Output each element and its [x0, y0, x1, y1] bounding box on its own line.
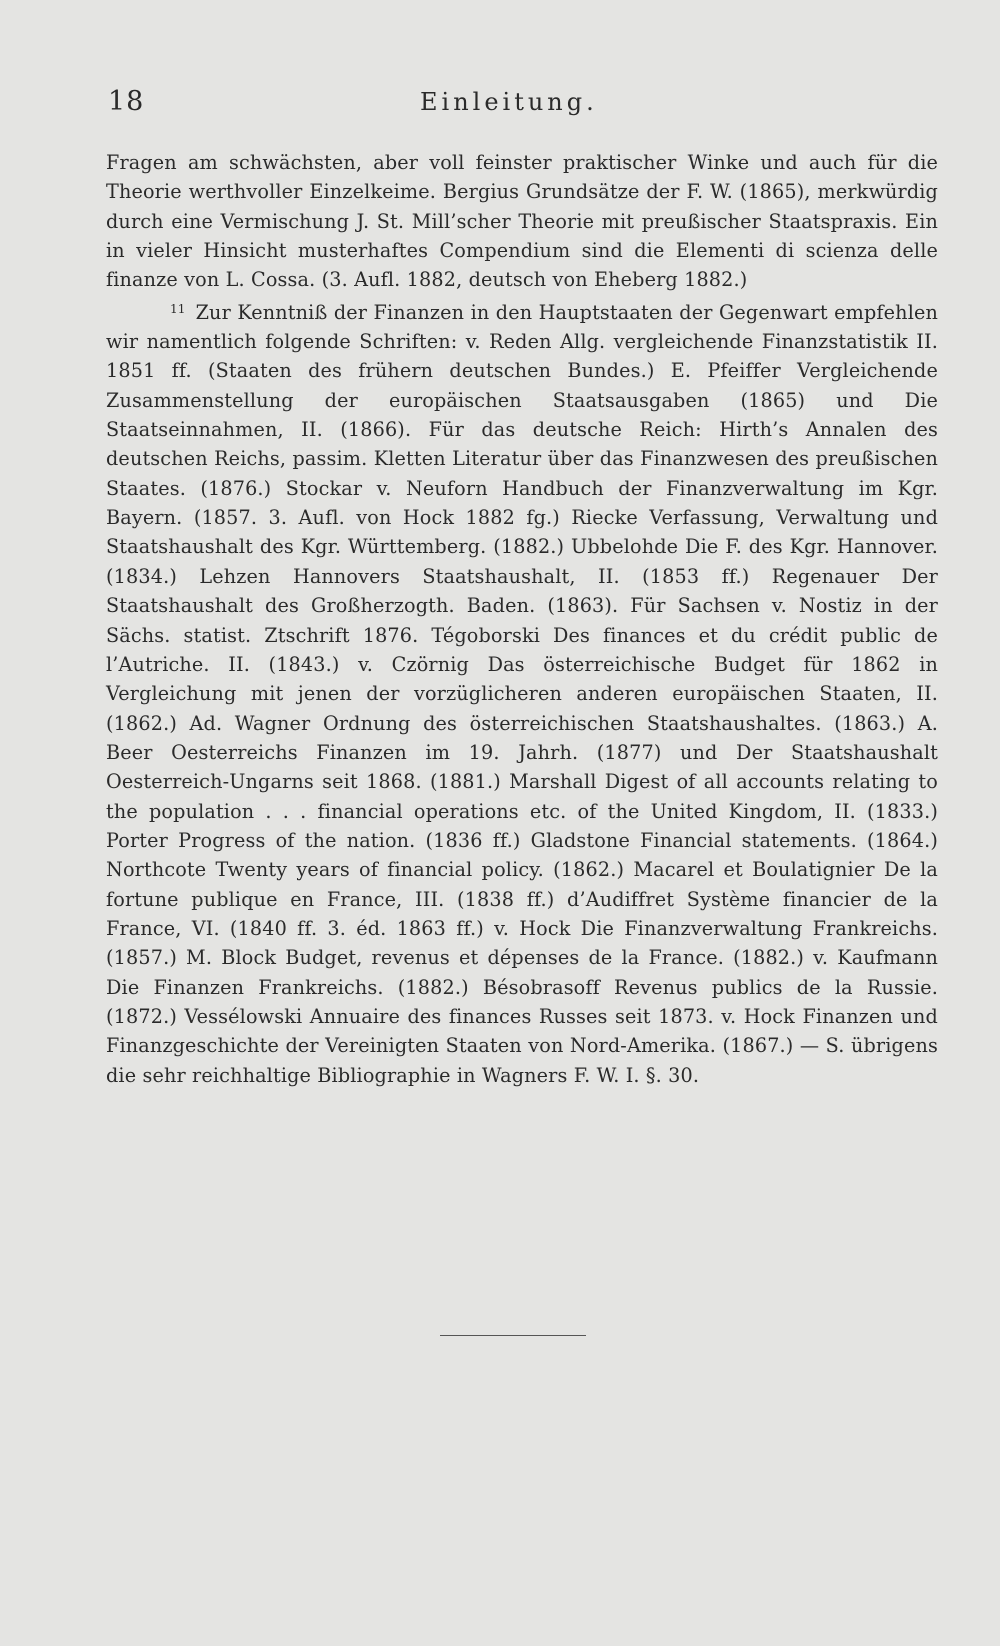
running-head: Einleitung. [420, 88, 598, 116]
footnote-paragraph [106, 295, 938, 1090]
footnote-text: Zur Kenntniß der Finanzen in den Hauptstaaten der Gegenwart empfehlen wir namentlich folgende Schriften: v. Reden Allg. vergleichende Finanzstatistik II. 1851 ff. (Staaten des frühern deutschen Bundes.) E. Pfeiffer Vergleichende Zusammenstellung der europäischen Staatsausgaben (1865) und Die Staatseinnahmen, II. (1866). Für das deutsche Reich: Hirth’s Annalen des deutschen Reichs, passim. Kletten Literatur über das Finanzwesen des preußischen Staates. (1876.) Stockar v. Neuforn Handbuch der Finanzverwaltung im Kgr. Bayern. (1857. 3. Aufl. von Hock 1882 fg.) Riecke Verfassung, Verwaltung und Staatshaushalt des Kgr. Württemberg. (1882.) Ubbelohde Die F. des Kgr. Hannover. (1834.) Lehzen Hannovers Staatshaushalt, II. (1853 ff.) Regenauer Der Staatshaushalt des Großherzogth. Baden. (1863). Für Sachsen v. Nostiz in der Sächs. statist. Ztschrift 1876. Tégoborski Des finances et du crédit public de l’Autriche. II. (1843.) v. Czörnig Das österreichische Budget für 1862 in Vergleichung mit jenen der vorzüglicheren anderen europäischen Staaten, II. (1862.) Ad. Wagner Ordnung des österreichischen Staatshaushaltes. (1863.) A. Beer Oesterreichs Finanzen im 19. Jahrh. (1877) und Der Staatshaushalt Oesterreich-Ungarns seit 1868. (1881.) Marshall Digest of all accounts relating to the population . . . financial operations etc. of the United Kingdom, II. (1833.) Porter Progress of the nation. (1836 ff.) Gladstone Financial statements. (1864.) Northcote Twenty years of financial policy. (1862.) Macarel et Boulatignier De la fortune publique en France, III. (1838 ff.) d’Audiffret Système financier de la France, VI. (1840 ff. 3. éd. 1863 ff.) v. Hock Die Finanzverwaltung Frankreichs. (1857.) M. Block Budget, revenus et dépenses de la France. (1882.) v. Kaufmann Die Finanzen Frankreichs. (1882.) Bésobrasoff Revenus publics de la Russie. (1872.) Vessélowski Annuaire des finances Russes seit 1873. v. Hock Finanzen und Finanzgeschichte der Vereinigten Staaten von Nord-Amerika. (1867.) — S. übrigens die sehr reichhaltige Bibliographie in Wagners F. W. I. §. 30. [106, 300, 938, 1087]
page-number: 18 [108, 86, 145, 117]
body-text [106, 148, 938, 1090]
footnote-mark: 11 [170, 301, 186, 316]
continuation-paragraph: Fragen am schwächsten, aber voll feinster praktischer Winke und auch für die Theorie werthvoller Einzelkeime. Bergius Grundsätze der F. W. (1865), merkwürdig durch eine Vermischung J. St. Mill’scher Theorie mit preußischer Staatspraxis. Ein in vieler Hinsicht musterhaftes Compendium sind die Elementi di scienza delle finanze von L. Cossa. (3. Aufl. 1882, deutsch von Eheberg 1882.) [106, 151, 938, 292]
closing-rule [440, 1335, 586, 1336]
